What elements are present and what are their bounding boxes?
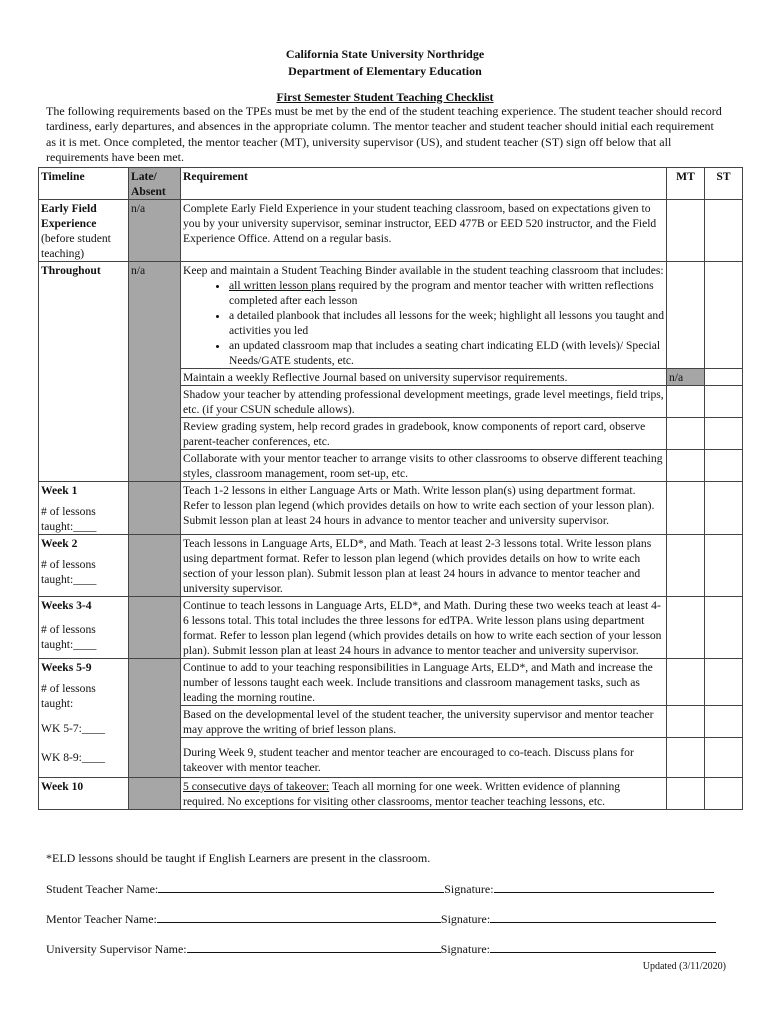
late-absent-cell (129, 535, 181, 597)
timeline-cell (39, 597, 129, 659)
mt-initial-cell[interactable] (667, 386, 705, 418)
binder-list (183, 278, 664, 368)
student-name-field[interactable] (158, 880, 444, 893)
st-initial-cell[interactable] (705, 482, 743, 535)
student-name-label: Student Teacher Name: (46, 882, 159, 896)
mt-initial-cell[interactable] (667, 738, 705, 778)
student-signature-line (46, 880, 714, 897)
mt-initial-cell[interactable] (667, 535, 705, 597)
requirement-cell (181, 262, 667, 369)
requirement-cell: Teach 1-2 lessons in either Language Arts or Math. Write lesson plan(s) using department format. Refer to lesson plan legend (which provides details on how to write each section of your lesson plan). Submit lesson plan at least 24 hours in advance to mentor teacher and university supervisor. (181, 482, 667, 535)
lessons-taught-field[interactable]: # of lessons taught:____ (41, 505, 97, 533)
requirement-cell: Complete Early Field Experience in your student teaching classroom, based on expectations given to you by your university supervisor, seminar instructor, EED 477B or EED 520 instructor, and the Field Experience Office. Attend on a regular basis. (181, 200, 667, 262)
st-initial-cell[interactable] (705, 738, 743, 778)
timeline-cell (39, 262, 129, 482)
st-initial-cell[interactable] (705, 659, 743, 706)
requirement-cell: Continue to teach lessons in Language Arts, ELD*, and Math. During these two weeks teach at least 4-6 lessons total. This total includes the three lessons for edTPA. Write lesson plans using department format. Refer to lesson plan legend (which provides details on how to write each section of your lesson plan). Submit lesson plan at least 24 hours in advance to mentor teacher and university supervisor. (181, 597, 667, 659)
header-timeline: Timeline (39, 168, 129, 200)
requirement-cell: Continue to add to your teaching responsibilities in Language Arts, ELD*, and Math and increase the number of lessons taught each week. Include transitions and classroom management tasks, such as leading the morning routine. (181, 659, 667, 706)
timeline-cell (39, 535, 129, 597)
st-initial-cell[interactable] (705, 369, 743, 386)
requirement-cell: During Week 9, student teacher and mentor teacher are encouraged to co-teach. Discuss plans for takeover with mentor teacher. (181, 738, 667, 778)
binder-intro: Keep and maintain a Student Teaching Binder available in the student teaching classroom that includes: (183, 264, 664, 277)
late-absent-cell (129, 482, 181, 535)
supervisor-signature-line (46, 940, 716, 957)
st-initial-cell[interactable] (705, 706, 743, 738)
document-title: First Semester Student Teaching Checklist (276, 90, 494, 104)
list-item-text: required by the program and mentor teacher with written reflections completed after each lesson (229, 279, 654, 307)
requirement-text: Teach all morning for one week. Written evidence of planning required. No exceptions for visiting other classrooms, mentor teacher teaching lessons, etc. (183, 780, 621, 808)
table-row (39, 597, 743, 659)
student-signature-field[interactable] (494, 880, 714, 893)
signature-label: Signature: (440, 942, 490, 956)
mentor-signature-line (46, 910, 716, 927)
table-row (39, 535, 743, 597)
timeline-label: Week 10 (41, 780, 84, 793)
st-initial-cell[interactable] (705, 200, 743, 262)
mt-initial-cell[interactable] (667, 262, 705, 369)
table-header-row (39, 168, 743, 200)
mt-initial-cell[interactable] (667, 450, 705, 482)
late-absent-cell (129, 659, 181, 778)
mentor-name-label: Mentor Teacher Name: (46, 912, 157, 926)
st-initial-cell[interactable] (705, 450, 743, 482)
timeline-label: Early Field Experience (41, 202, 97, 230)
supervisor-name-field[interactable] (187, 940, 441, 953)
timeline-cell (39, 778, 129, 810)
list-item (229, 278, 664, 308)
list-item: • an updated classroom map that includes a seating chart indicating ELD (with levels)/ Special Needs/GATE students, etc. (229, 338, 664, 368)
lessons-taught-field[interactable]: # of lessons taught:____ (41, 558, 97, 586)
header-mt: MT (667, 168, 705, 200)
updated-date: Updated (3/11/2020) (642, 961, 726, 972)
timeline-label: Week 2 (41, 537, 78, 550)
mt-initial-cell[interactable] (667, 482, 705, 535)
list-item: • a detailed planbook that includes all lessons for the week; highlight all lessons you taught and activities you led (229, 308, 664, 338)
requirement-cell: Teach lessons in Language Arts, ELD*, and Math. Teach at least 2-3 lessons total. Write lesson plans using department format. Refer to lesson plan legend (which provides details on how to write each section of your lesson plan). Submit lesson plan at least 24 hours in advance to mentor teacher and university supervisor. (181, 535, 667, 597)
st-initial-cell[interactable] (705, 778, 743, 810)
requirement-cell: Review grading system, help record grades in gradebook, know components of report card, observe parent-teacher conferences, etc. (181, 418, 667, 450)
signature-label: Signature: (444, 882, 494, 896)
table-row (39, 262, 743, 369)
timeline-label: Weeks 5-9 (41, 661, 92, 674)
st-initial-cell[interactable] (705, 535, 743, 597)
timeline-cell (39, 200, 129, 262)
mt-initial-cell[interactable] (667, 418, 705, 450)
mt-initial-cell[interactable] (667, 659, 705, 706)
timeline-note: (before student teaching) (41, 232, 111, 260)
header-st: ST (705, 168, 743, 200)
table-row (39, 482, 743, 535)
timeline-label: Week 1 (41, 484, 78, 497)
st-initial-cell[interactable] (705, 418, 743, 450)
intro-paragraph: The following requirements based on the TPEs must be met by the end of the student teaching experience. The student teacher should record tardiness, early departures, and absences in the appropriate column. The mentor teacher and student teacher should initial each requirement as it is met. Once completed, the mentor teacher (MT), university supervisor (US), and student teacher (ST) sign off below that all requirements have been met. (46, 104, 722, 164)
late-absent-cell: n/a (129, 200, 181, 262)
table-row (39, 659, 743, 706)
late-absent-cell (129, 778, 181, 810)
mentor-name-field[interactable] (157, 910, 441, 923)
mt-initial-cell[interactable] (667, 200, 705, 262)
checklist-table (38, 167, 743, 810)
header-requirement: Requirement (181, 168, 667, 200)
supervisor-signature-field[interactable] (490, 940, 716, 953)
lessons-taught-field[interactable]: # of lessons taught:____ (41, 623, 97, 651)
mt-initial-cell[interactable] (667, 597, 705, 659)
st-initial-cell[interactable] (705, 597, 743, 659)
department-name: Department of Elementary Education (288, 64, 482, 78)
mt-initial-cell[interactable] (667, 706, 705, 738)
wk57-field[interactable]: WK 5-7:____ (41, 722, 106, 735)
mt-initial-cell: n/a (667, 369, 705, 386)
requirement-cell: Shadow your teacher by attending professional development meetings, grade level meetings, field trips, etc. (if your CSUN schedule allows). (181, 386, 667, 418)
signature-label: Signature: (440, 912, 491, 926)
timeline-cell (39, 482, 129, 535)
eld-footnote: *ELD lessons should be taught if English Learners are present in the classroom. (46, 851, 431, 865)
requirement-cell (181, 778, 667, 810)
timeline-label: Weeks 3-4 (41, 599, 92, 612)
requirement-cell: Collaborate with your mentor teacher to arrange visits to other classrooms to observe different teaching styles, classroom management, room set-up, etc. (181, 450, 667, 482)
university-name: California State University Northridge (285, 47, 485, 61)
requirement-cell: Maintain a weekly Reflective Journal based on university supervisor requirements. (181, 369, 667, 386)
lessons-taught-label: # of lessons taught: (41, 682, 96, 710)
timeline-label: Throughout (41, 264, 101, 277)
timeline-cell (39, 659, 129, 778)
underlined-text: 5 consecutive days of takeover: (183, 780, 330, 793)
requirement-cell: Based on the developmental level of the student teacher, the university supervisor and mentor teacher may approve the writing of brief lesson plans. (181, 706, 667, 738)
table-row (39, 778, 743, 810)
wk89-field[interactable]: WK 8-9:____ (41, 751, 106, 764)
late-absent-cell: n/a (129, 262, 181, 482)
supervisor-name-label: University Supervisor Name: (46, 942, 187, 956)
header-late-absent: Late/ Absent (129, 168, 181, 200)
st-initial-cell[interactable] (705, 386, 743, 418)
st-initial-cell[interactable] (705, 262, 743, 369)
late-absent-cell (129, 597, 181, 659)
mt-initial-cell[interactable] (667, 778, 705, 810)
mentor-signature-field[interactable] (490, 910, 716, 923)
underlined-text: all written lesson plans (229, 279, 336, 292)
table-row (39, 200, 743, 262)
